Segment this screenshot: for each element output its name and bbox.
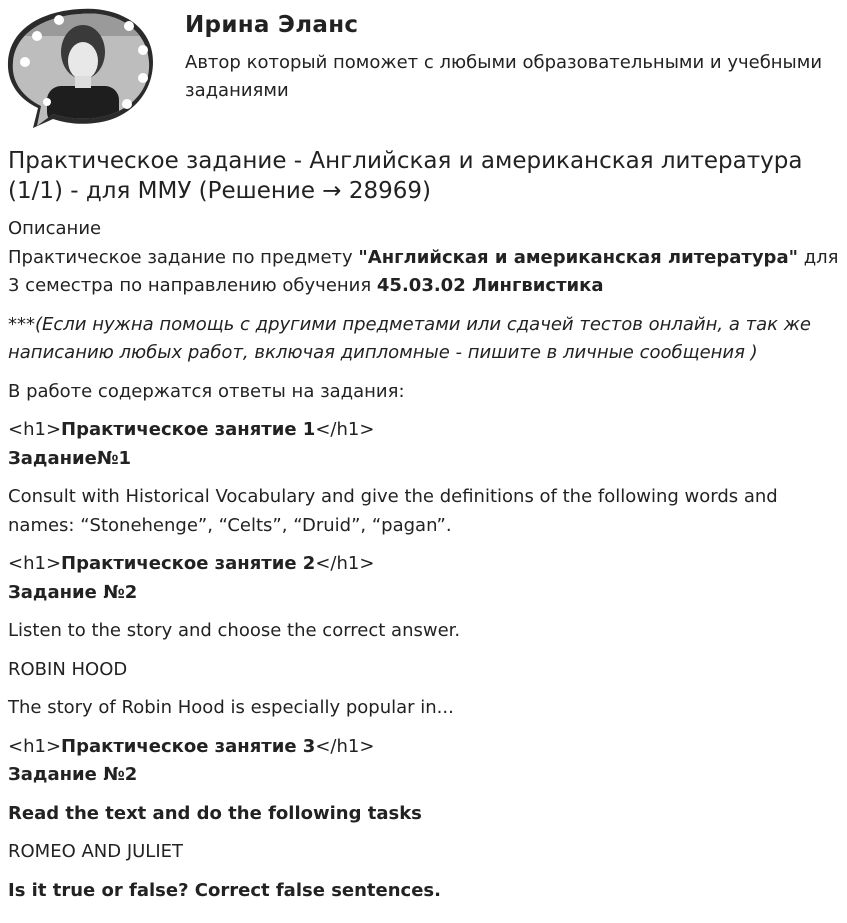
author-avatar[interactable] <box>7 6 153 128</box>
h1-close-tag: </h1> <box>315 419 375 440</box>
h1-open-tag: <h1> <box>8 419 62 440</box>
section-heading-text: Практическое занятие 2 <box>61 553 316 574</box>
intro-direction: 45.03.02 Лингвистика <box>376 275 604 296</box>
task-text: Consult with Historical Vocabulary and give the definitions of the following words and names: “Stonehenge”, “Celts”, “Druid”, “pagan”. <box>8 486 778 536</box>
task-text: The story of Robin Hood is especially popular in... <box>8 697 454 718</box>
section-heading-text: Практическое занятие 3 <box>61 735 316 757</box>
contains-label: В работе содержатся ответы на задания: <box>8 380 405 402</box>
section-heading <box>8 733 842 762</box>
task-text: ROBIN HOOD <box>8 658 128 680</box>
author-name[interactable]: Ирина Эланс <box>185 12 359 38</box>
help-note <box>8 311 842 368</box>
page-title: Практическое задание - Английская и американская литература (1/1) - для ММУ (Решение → 28969) <box>8 148 803 204</box>
section-heading-text: Практическое занятие 1 <box>61 419 316 440</box>
task-text: Read the text and do the following tasks <box>8 802 422 824</box>
section-heading <box>8 416 842 445</box>
h1-close-tag: </h1> <box>315 735 375 757</box>
h1-open-tag: <h1> <box>8 553 62 574</box>
intro-subject: "Английская и американская литература" <box>358 246 798 268</box>
task-text: ROMEO AND JULIET <box>8 841 184 862</box>
h1-close-tag: </h1> <box>315 553 375 574</box>
author-header <box>0 0 847 135</box>
task-label: Задание №2 <box>8 764 138 785</box>
task-sections <box>8 416 842 905</box>
task-text: Is it true or false? Correct false sentences. <box>8 879 441 901</box>
task-label: Задание №2 <box>8 581 138 603</box>
author-description: Автор который поможет с любыми образовательными и учебными заданиями <box>185 52 823 101</box>
h1-open-tag: <h1> <box>8 735 62 757</box>
work-content <box>8 146 842 915</box>
intro-prefix: Практическое задание по предмету <box>8 246 359 268</box>
note-stars: *** <box>8 313 35 335</box>
description-label: Описание <box>8 218 102 239</box>
intro-middle: для 3 семестра по направлению обучения <box>8 246 839 296</box>
section-heading <box>8 550 842 579</box>
task-label: Задание№1 <box>8 447 132 469</box>
intro-paragraph <box>8 244 842 301</box>
task-text: Listen to the story and choose the correct answer. <box>8 620 461 641</box>
note-text: (Если нужна помощь с другими предметами или сдачей тестов онлайн, а так же написанию любых работ, включая дипломные - пишите в личные сообщения ) <box>8 313 811 363</box>
